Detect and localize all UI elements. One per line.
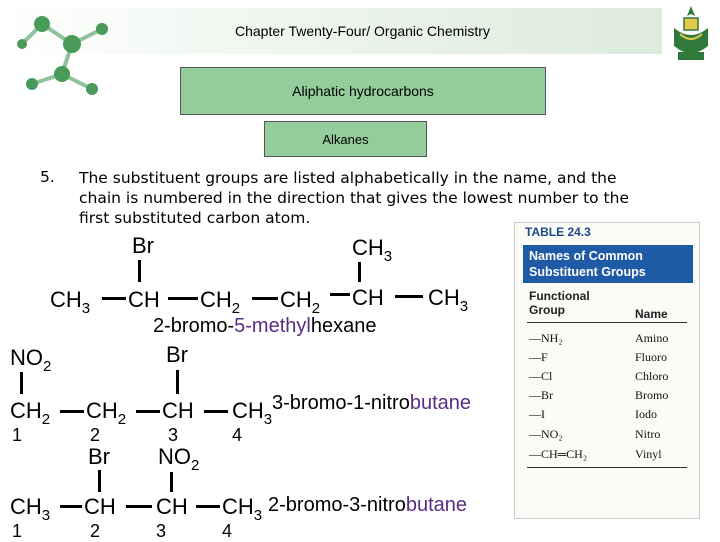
table-cell-name: Fluoro (635, 350, 668, 364)
ex2-chain-atom: $CH_2$ (10, 398, 51, 428)
table-divider (527, 467, 687, 468)
ex3-bond (60, 505, 82, 508)
ex1-bromo-substituent: Br (132, 233, 154, 258)
ex1-bond-vertical (138, 260, 141, 282)
ex2-bond (204, 410, 228, 413)
table-cell-group: —Br (529, 388, 553, 402)
ex2-chain-atom: $CH_3$ (232, 398, 273, 428)
ex3-carbon-number: 3 (156, 521, 167, 541)
ex3-chain-atom: $CH_3$ (10, 494, 51, 524)
ex2-nitro-substituent: $NO_2$ (10, 345, 52, 375)
ex3-chain-atom: $CH_3$ (222, 494, 263, 524)
table-cell-name: Bromo (635, 388, 669, 402)
ex1-bond-vertical (358, 262, 361, 282)
rule-number: 5. (40, 168, 55, 186)
ex2-bond (136, 410, 160, 413)
ex1-bond (252, 297, 278, 300)
table-cell-name: Vinyl (635, 447, 662, 461)
section-title-box: Aliphatic hydrocarbons (180, 67, 546, 115)
ex3-carbon-number: 4 (222, 521, 233, 541)
substituent-table (514, 222, 700, 519)
ex1-methyl-substituent: $CH_3$ (352, 235, 393, 265)
ex2-carbon-number: 1 (12, 425, 23, 445)
table-cell-group: —NO₂ (529, 427, 563, 441)
table-cell-name: Chloro (635, 369, 669, 383)
ex3-bond-vertical (98, 470, 101, 492)
table-tag: TABLE 24.3 (525, 225, 591, 239)
ex1-chain-atom: $CH_3$ (50, 287, 91, 317)
subsection-title-box: Alkanes (264, 121, 427, 157)
ex1-chain-atom: CH (128, 287, 160, 312)
ex3-bond (126, 505, 152, 508)
table-cell-group: —I (529, 407, 545, 421)
table-cell-group: —NH₂ (529, 331, 563, 345)
ex1-bond (168, 297, 198, 300)
ex2-bond-vertical (176, 370, 179, 394)
ex1-iupac-name: 2-bromo-5-methylhexane (153, 315, 377, 337)
rule-text: The substituent groups are listed alphabetically in the name, and the chain is numbered in the direction that gives the lowest number to the first substituted carbon atom. (79, 169, 629, 227)
ex1-chain-atom: $CH_2$ (280, 287, 321, 317)
ex3-iupac-name: 2-bromo-3-nitrobutane (268, 494, 467, 516)
ex2-chain-atom: CH (162, 398, 194, 423)
table-divider (527, 322, 687, 323)
ex3-carbon-number: 1 (12, 521, 23, 541)
table-title: Names of Common Substituent Groups (523, 245, 693, 283)
chapter-title: Chapter Twenty-Four/ Organic Chemistry (235, 23, 490, 39)
table-cell-name: Iodo (635, 407, 657, 421)
ex3-nitro-substituent: $NO_2$ (158, 444, 200, 474)
ex1-bond (330, 293, 350, 296)
ex1-bond (102, 297, 126, 300)
ex2-bond (60, 410, 84, 413)
ex1-bond (395, 295, 423, 298)
ex2-carbon-number: 4 (232, 425, 243, 445)
table-cell-name: Nitro (635, 427, 661, 441)
ex2-chain-atom: $CH_2$ (86, 398, 127, 428)
ex2-carbon-number: 2 (90, 425, 101, 445)
ex2-iupac-name: 3-bromo-1-nitrobutane (272, 392, 471, 414)
university-emblem-icon (664, 2, 718, 64)
table-col-header: Name (635, 307, 668, 321)
table-cell-group: —Cl (529, 369, 553, 383)
table-col-header: Functional Group (529, 289, 590, 317)
ex2-bromo-substituent: Br (166, 342, 188, 367)
ex3-bond (196, 505, 220, 508)
ex1-chain-atom: $CH_3$ (428, 285, 469, 315)
ex3-carbon-number: 2 (90, 521, 101, 541)
ex3-chain-atom: CH (84, 494, 116, 519)
ex2-bond-vertical (20, 372, 23, 394)
ex2-carbon-number: 3 (168, 425, 179, 445)
ex3-chain-atom: CH (156, 494, 188, 519)
ex1-chain-atom: CH (352, 285, 384, 310)
ex3-bromo-substituent: Br (88, 444, 110, 469)
table-cell-group: —CH═CH₂ (529, 447, 588, 461)
table-cell-group: —F (529, 350, 548, 364)
ex1-chain-atom: $CH_2$ (200, 287, 241, 317)
ex3-bond-vertical (170, 472, 173, 492)
table-cell-name: Amino (635, 331, 669, 345)
molecule-model-icon (2, 4, 122, 104)
